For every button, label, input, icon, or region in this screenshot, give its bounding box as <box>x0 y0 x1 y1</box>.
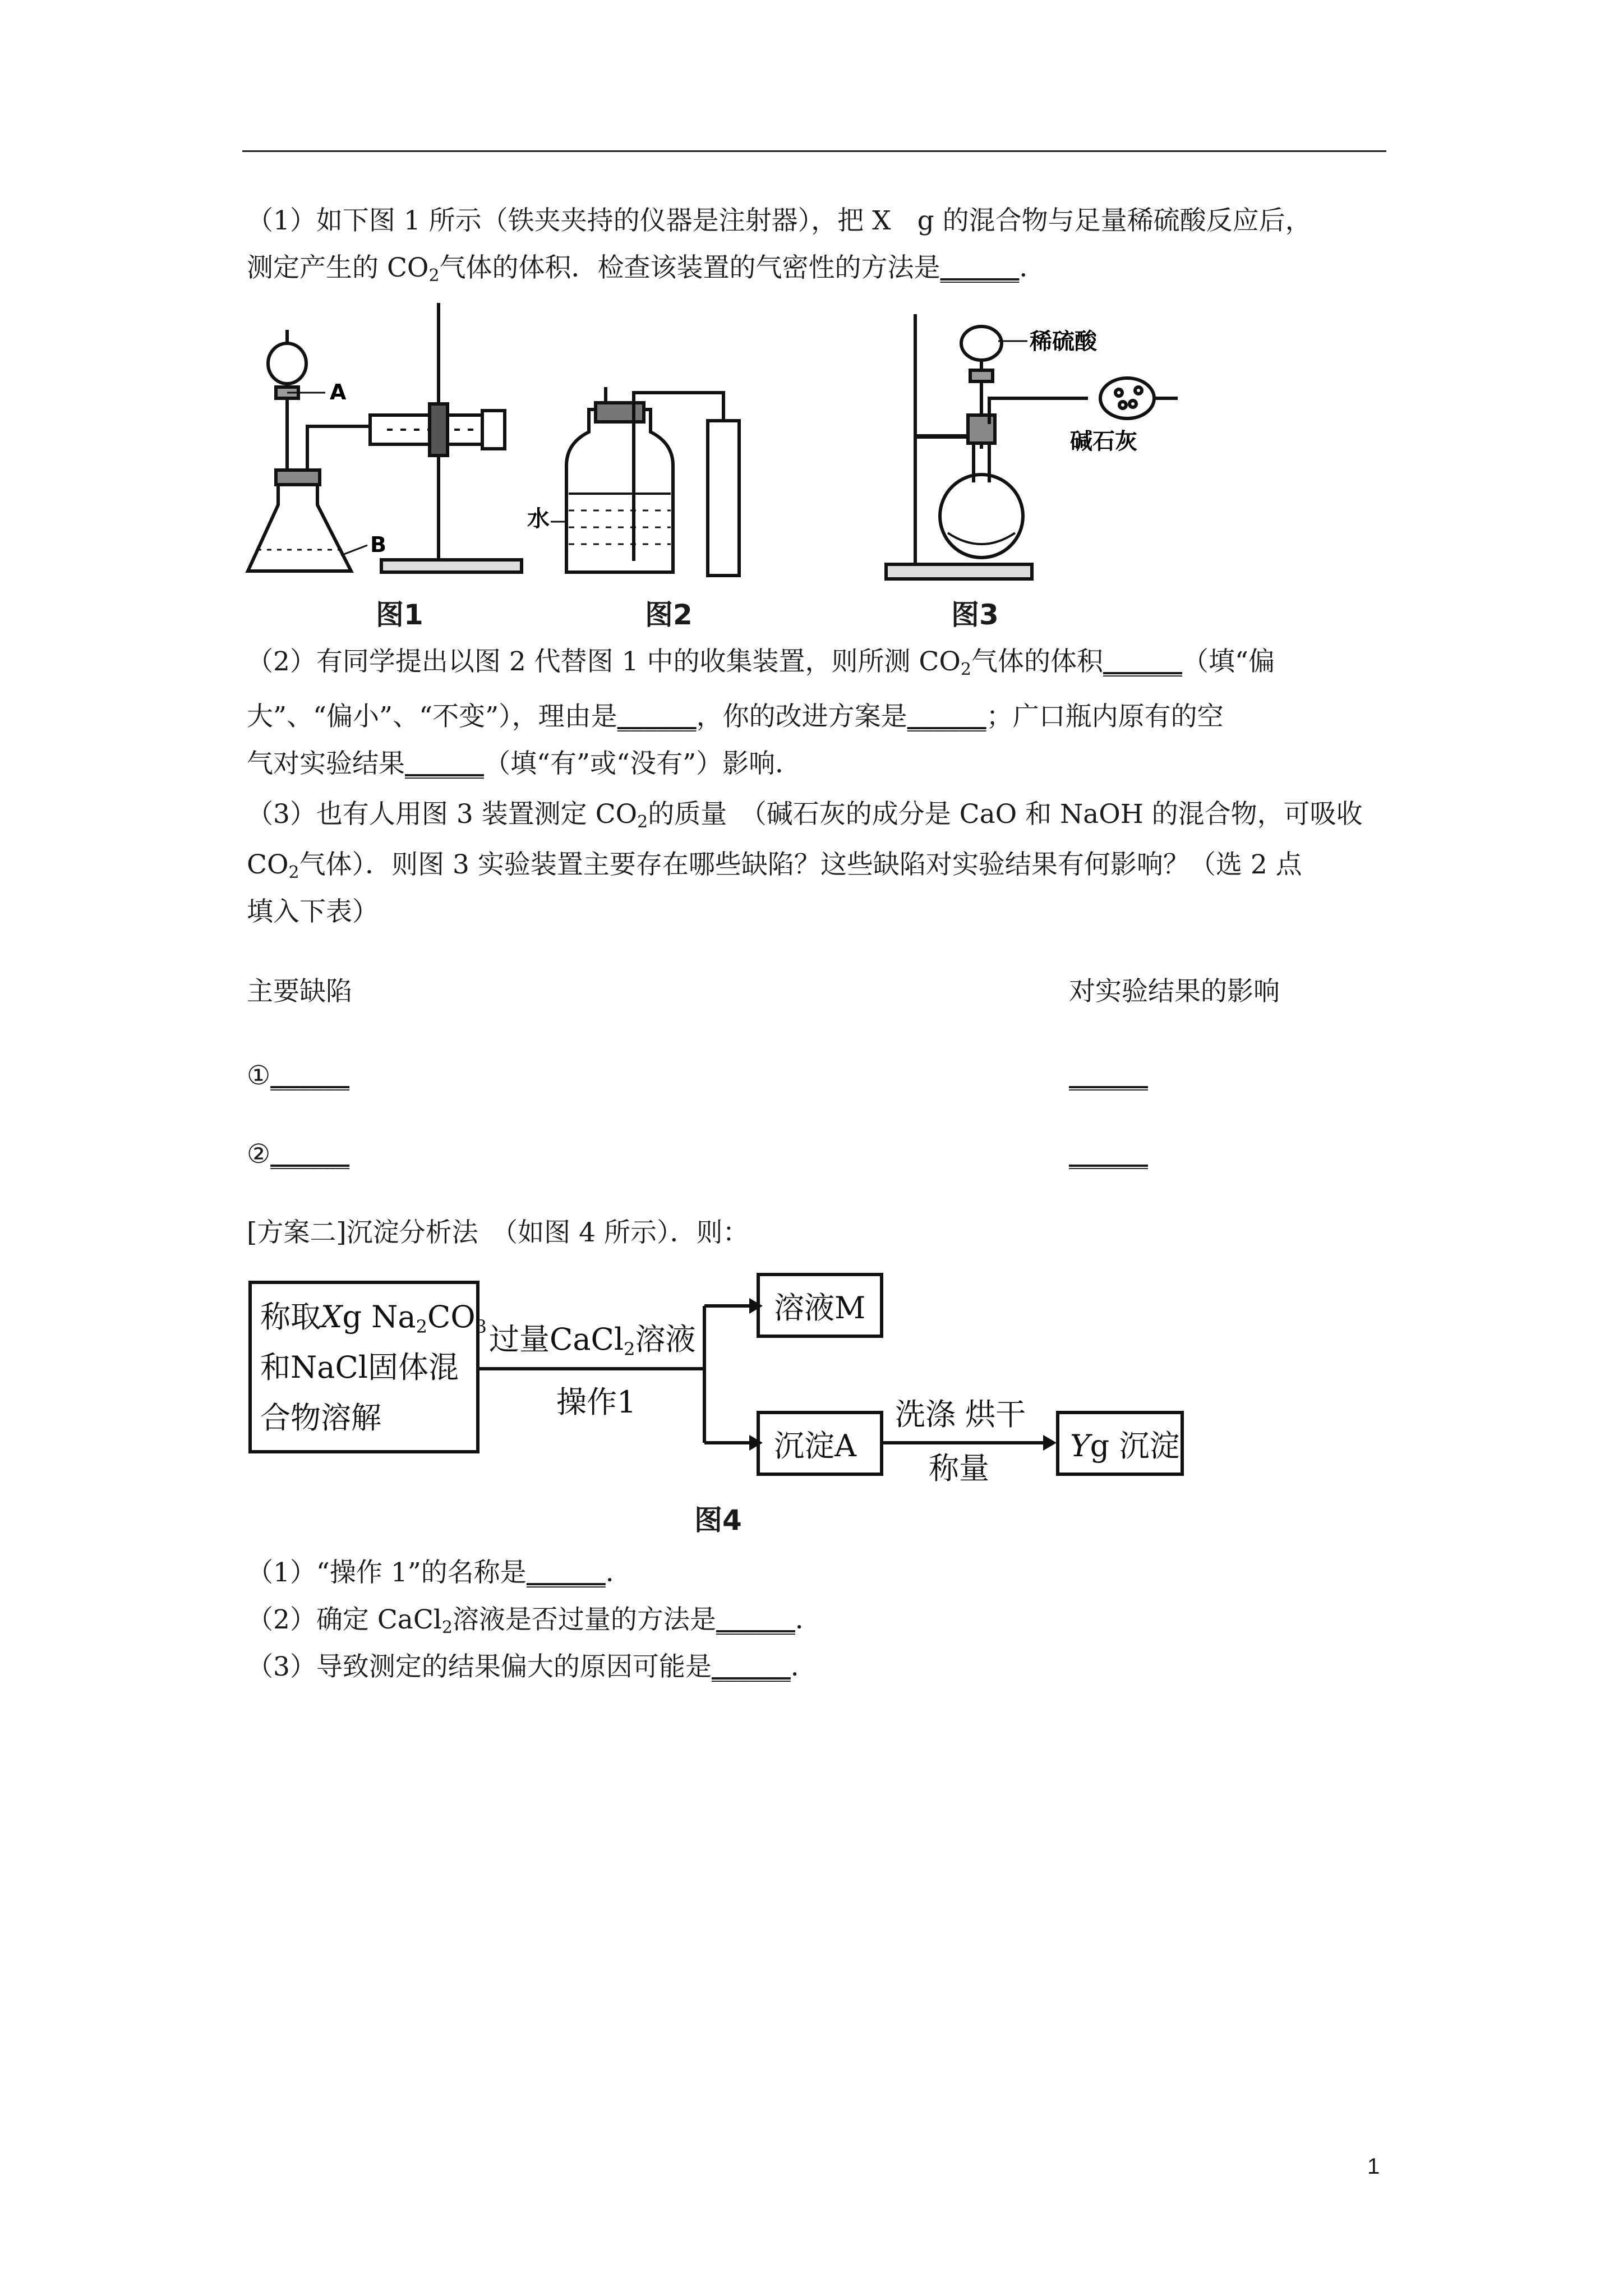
figure-3-drawing <box>864 314 1245 583</box>
q2-line3: 气对实验结果______（填“有”或“没有”）影响． <box>247 740 801 788</box>
figure-1-drawing <box>241 303 533 583</box>
answer-blank[interactable]: ______ <box>526 1557 606 1588</box>
step-wash-dry: 洗涤 烘干 <box>895 1397 1026 1432</box>
q2-line1: （2）有同学提出以图 2 代替图 1 中的收集装置，则所测 $CO_2$气体的体积______（填“偏 <box>247 638 1275 693</box>
table-header-effect: 对实验结果的影响 <box>1069 976 1280 1007</box>
figure-1-caption: 图1 <box>376 599 423 631</box>
stand-base <box>886 564 1032 579</box>
graduated-cylinder <box>708 421 739 576</box>
table-row-1: ①______ <box>247 1052 349 1099</box>
answer-blank[interactable]: ______ <box>1069 1060 1148 1091</box>
drying-tube <box>1100 378 1154 418</box>
box-start-line1: 称取Xg Na2CO3 <box>260 1299 487 1337</box>
label-soda-lime: 碱石灰 <box>1070 429 1137 454</box>
figure-1 <box>241 303 533 583</box>
reagent-label: 过量CaCl2溶液 <box>489 1322 696 1360</box>
separatory-funnel <box>961 326 1002 360</box>
figure-3-caption: 图3 <box>951 599 999 631</box>
separatory-funnel <box>268 343 306 384</box>
answer-blank[interactable]: ______ <box>907 701 986 732</box>
answer-blank[interactable]: ______ <box>940 252 1020 283</box>
answer-blank[interactable]: ______ <box>270 1060 350 1091</box>
final-label: Yg 沉淀 <box>1070 1428 1180 1464</box>
label-water: 水 <box>527 506 550 532</box>
q3-line3: 填入下表） <box>247 896 379 927</box>
table-header-defect: 主要缺陷 <box>247 976 352 1007</box>
q3-line2: $CO_2$气体）．则图 3 实验装置主要存在哪些缺陷？这些缺陷对实验结果有何影响？（选 2 点 <box>247 849 1302 882</box>
solution-m-label: 溶液M <box>774 1290 866 1326</box>
scheme2-q2: （2）确定 CaCl$_2$溶液是否过量的方法是______． <box>247 1596 822 1651</box>
q2-line2: 大”、“偏小”、“不变”），理由是______，你的改进方案是______；广口瓶内原有的空 <box>247 693 1224 740</box>
answer-blank[interactable]: ______ <box>405 748 484 779</box>
conical-flask <box>248 482 351 571</box>
label-acid: 稀硫酸 <box>1030 329 1097 355</box>
answer-blank[interactable]: ______ <box>716 1604 795 1635</box>
label-b: B <box>370 532 386 557</box>
answer-blank[interactable]: ______ <box>1069 1139 1148 1170</box>
figure-3 <box>864 314 1245 583</box>
syringe-plunger <box>482 411 505 449</box>
box-start-line2: 和NaCl固体混 <box>260 1350 459 1385</box>
q3-line1: （3）也有人用图 3 装置测定 $CO_2$的质量 （碱石灰的成分是 CaO 和 NaOH 的混合物，可吸收 <box>247 799 1363 832</box>
q1-line1: （1）如下图 1 所示（铁夹夹持的仪器是注射器），把 X g 的混合物与足量稀硫酸反应后， <box>247 205 1312 236</box>
figure-4-flowchart <box>245 1262 1198 1498</box>
figure-4-drawing <box>245 1262 1198 1498</box>
wide-mouth-bottle <box>566 409 673 572</box>
figure-2-caption: 图2 <box>645 599 693 631</box>
box-start-line3: 合物溶解 <box>260 1400 381 1435</box>
q1-line2: 测定产生的 $CO_2$气体的体积．检查该装置的气密性的方法是______． <box>247 245 1046 300</box>
step-weigh: 称量 <box>929 1451 989 1486</box>
answer-blank[interactable]: ______ <box>617 701 697 732</box>
table-row-2-effect <box>1069 1131 1148 1178</box>
table-row-2: ②______ <box>247 1131 349 1178</box>
figure-4-caption: 图4 <box>694 1504 742 1536</box>
page-number: 1 <box>1367 2154 1380 2179</box>
scheme-2-heading: [方案二]沉淀分析法 （如图 4 所示）．则： <box>247 1217 749 1248</box>
scheme2-q1: （1）“操作 1”的名称是______． <box>247 1549 632 1596</box>
header-rule <box>242 150 1386 152</box>
scheme2-q3: （3）导致测定的结果偏大的原因可能是______． <box>247 1644 817 1691</box>
figure-2-drawing <box>527 387 768 578</box>
figure-2 <box>527 387 768 578</box>
operation-label: 操作1 <box>556 1384 637 1420</box>
answer-blank[interactable]: ______ <box>270 1139 350 1170</box>
stand-base <box>381 560 522 572</box>
label-a: A <box>330 380 347 404</box>
answer-blank[interactable]: ______ <box>711 1651 791 1682</box>
table-row-1-effect <box>1069 1052 1148 1099</box>
clamp <box>430 404 448 455</box>
answer-blank[interactable]: ______ <box>1103 646 1182 677</box>
precipitate-a-label: 沉淀A <box>774 1428 856 1464</box>
